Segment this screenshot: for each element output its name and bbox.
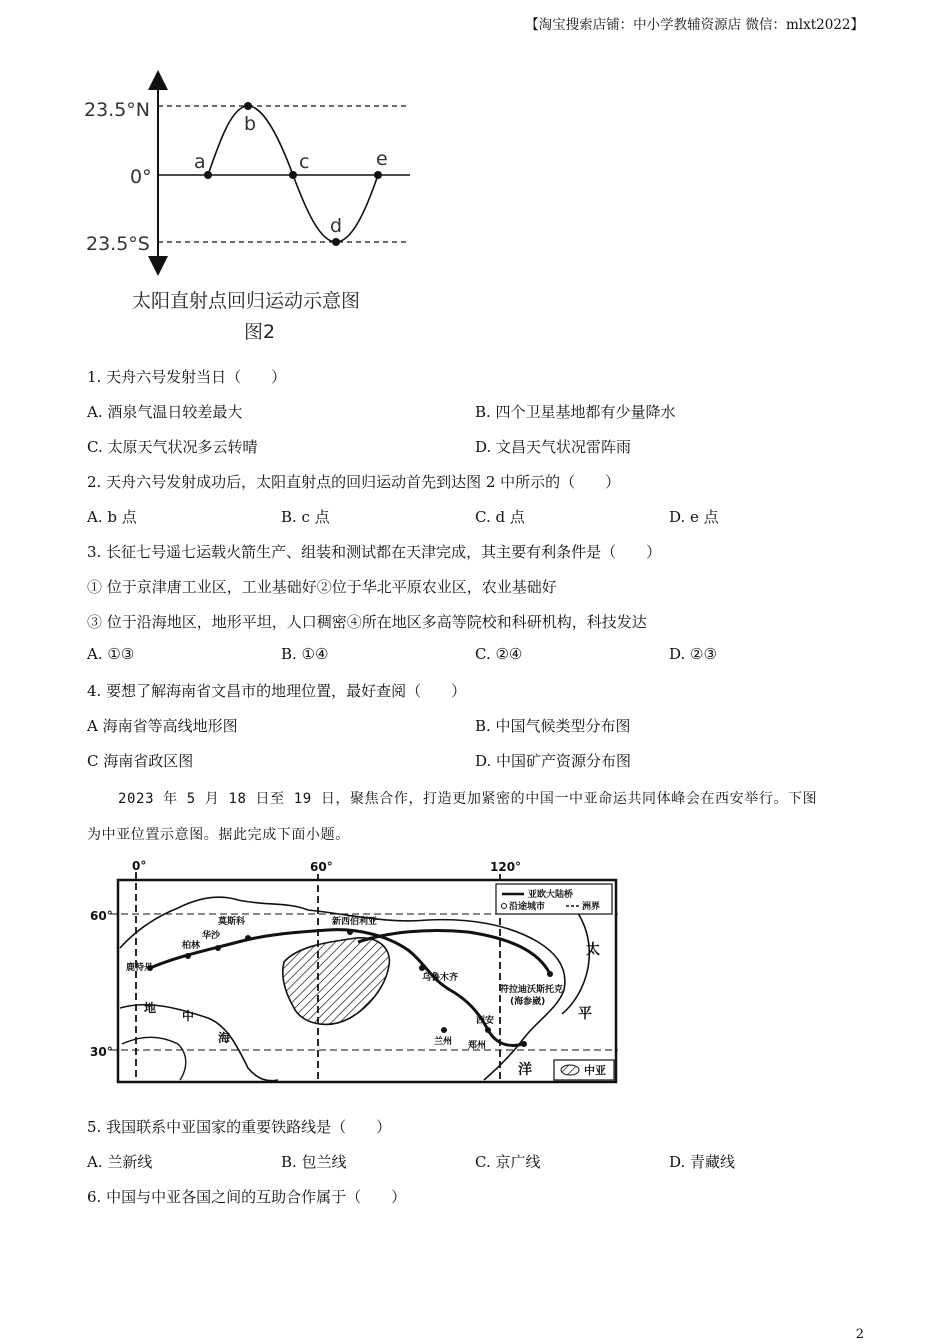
lon-0: 0° <box>132 859 147 873</box>
q1-stem: 1. 天舟六号发射当日（ ） <box>87 368 287 386</box>
q2-stem: 2. 天舟六号发射成功后，太阳直射点的回归运动首先到达图 2 中所示的（ ） <box>87 473 621 491</box>
city-moscow <box>245 935 251 941</box>
q2-option-a[interactable]: A. b 点 <box>87 508 137 526</box>
legend-ca-text: 中亚 <box>584 1064 606 1077</box>
figure-caption: 太阳直射点回归运动示意图 <box>132 290 361 312</box>
city-vladivostok <box>547 971 553 977</box>
q2-option-c[interactable]: C. d 点 <box>475 508 525 526</box>
place-novosibirsk: 新西伯利亚 <box>332 917 378 927</box>
place-ping: 平 <box>578 1006 592 1022</box>
legend-ca-icon <box>561 1065 579 1075</box>
q1-option-d[interactable]: D. 文昌天气状况雷阵雨 <box>475 438 632 456</box>
legend-landbridge: 亚欧大陆桥 <box>528 890 574 900</box>
lon-60: 60° <box>310 860 333 874</box>
page-header: 【淘宝搜索店铺：中小学教辅资源店 微信：mlxt2022】 <box>525 17 864 33</box>
label-b: b <box>244 113 257 135</box>
q3-option-a[interactable]: A. ①③ <box>87 645 135 663</box>
city-lanzhou <box>441 1027 447 1033</box>
place-rotterdam: 鹿特丹 <box>126 963 154 973</box>
place-xian: 西安 <box>476 1016 495 1026</box>
place-lanzhou: 兰州 <box>434 1037 453 1047</box>
label-0: 0° <box>130 166 152 188</box>
place-tai: 太 <box>586 942 600 958</box>
central-asia-map <box>88 858 628 1098</box>
label-c: c <box>299 151 310 173</box>
city-urumqi <box>419 965 425 971</box>
place-zhengzhou: 郑州 <box>468 1041 487 1051</box>
city-novosibirsk <box>347 929 353 935</box>
label-a: a <box>194 151 206 173</box>
q3-line1: ① 位于京津唐工业区，工业基础好②位于华北平原农业区，农业基础好 <box>87 578 557 596</box>
q5-option-c[interactable]: C. 京广线 <box>475 1153 541 1171</box>
point-e <box>374 171 382 179</box>
q1-option-a[interactable]: A. 酒泉气温日较差最大 <box>87 403 243 421</box>
city-warsaw <box>215 945 221 951</box>
label-d: d <box>330 215 343 237</box>
q4-option-d[interactable]: D. 中国矿产资源分布图 <box>475 752 632 770</box>
city-berlin <box>185 953 191 959</box>
q1-option-c[interactable]: C. 太原天气状况多云转晴 <box>87 438 258 456</box>
place-hai: 海 <box>218 1031 231 1045</box>
place-urumqi: 乌鲁木齐 <box>422 973 459 983</box>
label-23n: 23.5°N <box>84 99 151 121</box>
city-zhengzhou <box>521 1041 527 1047</box>
q1-option-b[interactable]: B. 四个卫星基地都有少量降水 <box>475 403 676 421</box>
q5-stem: 5. 我国联系中亚国家的重要铁路线是（ ） <box>87 1118 392 1136</box>
point-d <box>332 238 340 246</box>
q3-option-c[interactable]: C. ②④ <box>475 645 523 663</box>
q3-stem: 3. 长征七号遥七运载火箭生产、组装和测试都在天津完成，其主要有利条件是（ ） <box>87 543 662 561</box>
figure-label: 图2 <box>244 321 276 343</box>
q4-stem: 4. 要想了解海南省文昌市的地理位置，最好查阅（ ） <box>87 682 467 700</box>
q2-option-b[interactable]: B. c 点 <box>281 508 330 526</box>
place-moscow: 莫斯科 <box>218 917 246 927</box>
passage-line1: 2023 年 5 月 18 日至 19 日，聚焦合作，打造更加紧密的中国一中亚命运共同体峰会在西安举行。下图 <box>118 791 818 807</box>
place-berlin: 柏林 <box>182 941 201 951</box>
passage-line2: 为中亚位置示意图。据此完成下面小题。 <box>87 827 350 843</box>
place-yang: 洋 <box>518 1062 532 1078</box>
place-warsaw: 华沙 <box>202 931 221 941</box>
place-vladivostok: 符拉迪沃斯托克 <box>500 985 564 995</box>
q5-option-b[interactable]: B. 包兰线 <box>281 1153 347 1171</box>
q4-option-b[interactable]: B. 中国气候类型分布图 <box>475 717 631 735</box>
legend-border: 洲界 <box>582 902 601 912</box>
page-number: 2 <box>855 1327 864 1342</box>
lat-30: 30° <box>90 1045 113 1059</box>
q5-option-a[interactable]: A. 兰新线 <box>87 1153 153 1171</box>
label-e: e <box>376 148 388 170</box>
place-di: 地 <box>144 1001 157 1015</box>
q3-option-b[interactable]: B. ①④ <box>281 645 329 663</box>
place-zhong: 中 <box>182 1009 195 1023</box>
point-c <box>289 171 297 179</box>
q5-option-d[interactable]: D. 青藏线 <box>669 1153 736 1171</box>
lon-120: 120° <box>490 860 522 874</box>
city-xian <box>485 1027 491 1033</box>
lat-60: 60° <box>90 909 113 923</box>
point-b <box>244 102 252 110</box>
q3-option-d[interactable]: D. ②③ <box>669 645 717 663</box>
q2-option-d[interactable]: D. e 点 <box>669 508 719 526</box>
place-vladivostok-alt: (海参崴) <box>510 997 546 1007</box>
q3-line2: ③ 位于沿海地区，地形平坦，人口稠密④所在地区多高等院校和科研机构，科技发达 <box>87 613 647 631</box>
q6-stem: 6. 中国与中亚各国之间的互助合作属于（ ） <box>87 1188 407 1206</box>
q4-option-a[interactable]: A 海南省等高线地形图 <box>87 717 238 735</box>
q4-option-c[interactable]: C 海南省政区图 <box>87 752 194 770</box>
label-23s: 23.5°S <box>86 233 150 255</box>
legend-cities: 沿途城市 <box>509 902 546 912</box>
